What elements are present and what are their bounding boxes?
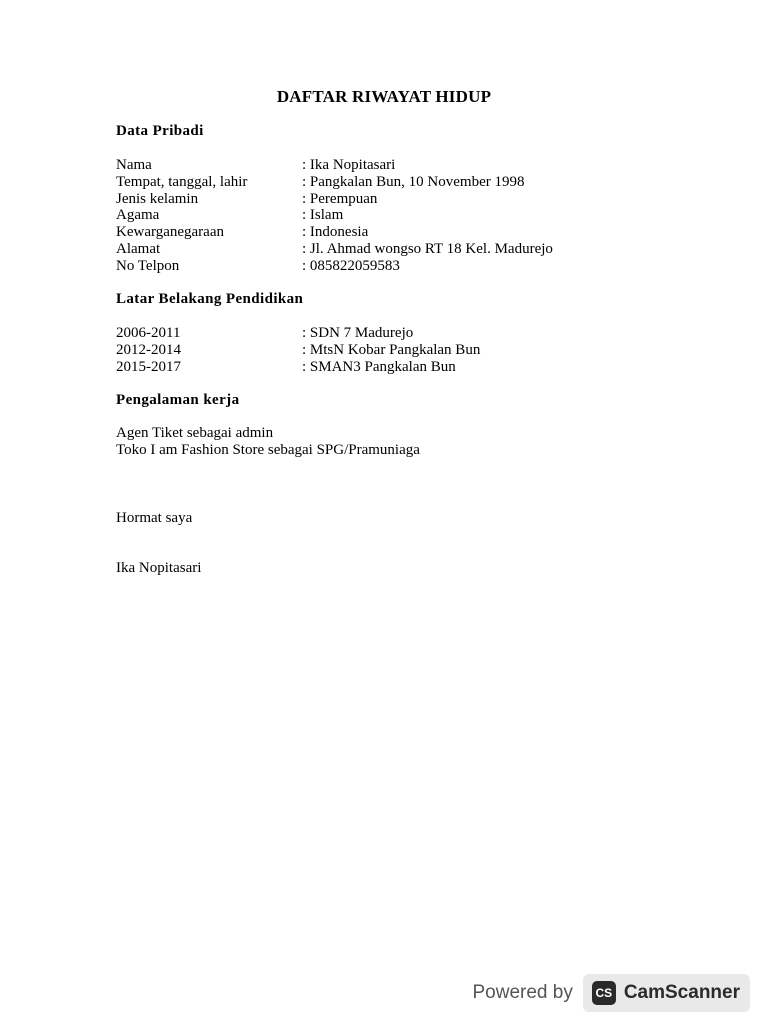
row-value: : Perempuan xyxy=(302,191,378,207)
row-value: : SDN 7 Madurejo xyxy=(302,325,414,341)
camscanner-logo-icon: CS xyxy=(592,981,616,1005)
row-label: Alamat xyxy=(116,241,161,257)
work-item: Agen Tiket sebagai admin xyxy=(116,425,274,441)
row-value: : 085822059583 xyxy=(302,258,400,274)
work-item: Toko I am Fashion Store sebagai SPG/Pramuniaga xyxy=(116,442,420,458)
signature-name: Ika Nopitasari xyxy=(116,560,202,576)
row-label: 2015-2017 xyxy=(116,359,181,375)
row-label: No Telpon xyxy=(116,258,180,274)
row-value: : Islam xyxy=(302,207,344,223)
row-value: : Pangkalan Bun, 10 November 1998 xyxy=(302,174,525,190)
closing-greeting: Hormat saya xyxy=(116,510,193,526)
row-label: Agama xyxy=(116,207,160,223)
education-heading: Latar Belakang Pendidikan xyxy=(116,291,304,307)
camscanner-brand-text: CamScanner xyxy=(623,982,740,1003)
powered-by-text: Powered by xyxy=(472,982,573,1003)
row-label: Tempat, tanggal, lahir xyxy=(116,174,248,190)
row-value: : SMAN3 Pangkalan Bun xyxy=(302,359,456,375)
row-label: 2012-2014 xyxy=(116,342,181,358)
row-value: : Ika Nopitasari xyxy=(302,157,396,173)
page-title: DAFTAR RIWAYAT HIDUP xyxy=(276,87,492,106)
row-label: Kewarganegaraan xyxy=(116,224,224,240)
camscanner-badge xyxy=(583,974,750,1012)
work-experience-heading: Pengalaman kerja xyxy=(116,392,240,408)
row-value: : Jl. Ahmad wongso RT 18 Kel. Madurejo xyxy=(302,241,553,257)
row-label: 2006-2011 xyxy=(116,325,181,341)
camscanner-watermark xyxy=(472,974,750,1012)
row-label: Nama xyxy=(116,157,152,173)
row-value: : MtsN Kobar Pangkalan Bun xyxy=(302,342,481,358)
row-label: Jenis kelamin xyxy=(116,191,199,207)
personal-data-heading: Data Pribadi xyxy=(116,123,204,139)
row-value: : Indonesia xyxy=(302,224,369,240)
